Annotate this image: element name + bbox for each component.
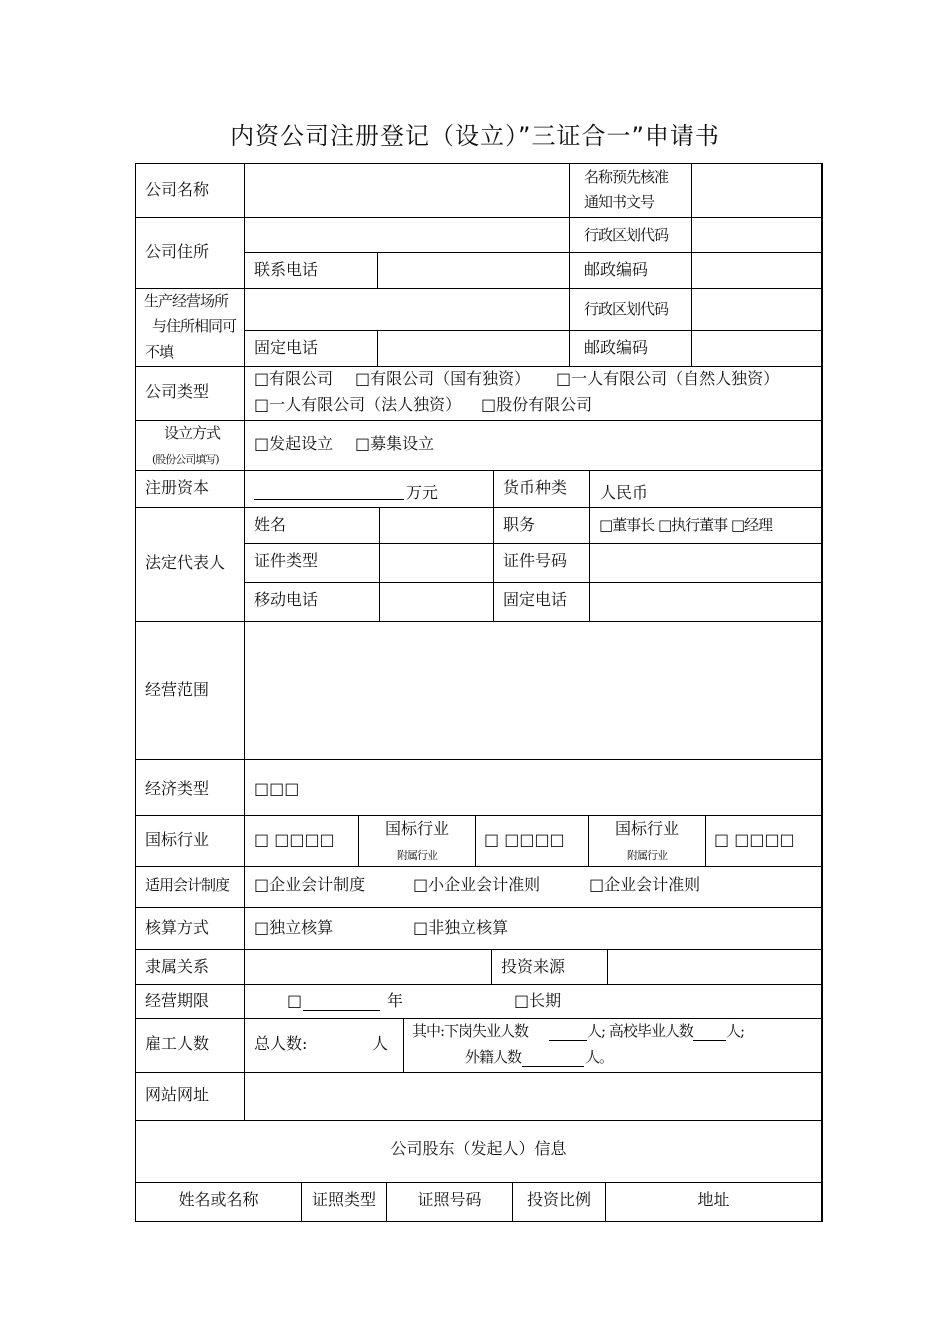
employees-foreign-label: 外籍人数 <box>465 1048 522 1066</box>
foreign-input-line[interactable] <box>522 1066 584 1067</box>
term-year-unit: 年 <box>387 991 404 1010</box>
econ-type-boxes[interactable]: □□□ <box>254 779 300 798</box>
site-label-2: 与住所相同可 <box>152 317 237 335</box>
term-label: 经营期限 <box>145 991 210 1010</box>
site-label-3: 不填 <box>145 343 174 361</box>
term-long-term-option[interactable]: □长期 <box>514 991 562 1010</box>
shareholders-col-investment-ratio: 投资比例 <box>526 1190 591 1209</box>
address-postal-label: 邮政编码 <box>584 260 649 279</box>
shareholders-col-name: 姓名或名称 <box>178 1190 259 1209</box>
accounting-method-label: 核算方式 <box>145 918 210 937</box>
employees-label: 雇工人数 <box>145 1034 210 1053</box>
investment-source-label: 投资来源 <box>501 957 566 976</box>
type-option-natural-person[interactable]: □一人有限公司（自然人独资） <box>556 369 780 388</box>
shareholders-col-license-number: 证照号码 <box>417 1190 482 1209</box>
industry-label: 国标行业 <box>145 830 210 849</box>
currency-label: 货币种类 <box>503 478 568 497</box>
industry-sub-note-2: 附属行业 <box>627 849 667 862</box>
name-notice-label-2: 通知书文号 <box>584 193 655 211</box>
legal-rep-fixed-phone-label: 固定电话 <box>503 590 568 609</box>
type-option-legal-person[interactable]: □一人有限公司（法人独资） <box>254 395 462 414</box>
legal-rep-mobile-label: 移动电话 <box>254 590 319 609</box>
name-notice-label: 名称预先核准 <box>584 168 669 186</box>
legal-rep-position-label: 职务 <box>503 515 536 534</box>
graduates-input-line[interactable] <box>693 1040 726 1041</box>
capital-unit: 万元 <box>406 483 439 502</box>
establish-option-promotion[interactable]: □发起设立 <box>254 434 334 453</box>
site-postal-label: 邮政编码 <box>584 338 649 357</box>
industry-boxes-2[interactable]: □ □□□□ <box>484 830 565 849</box>
shareholders-col-address: 地址 <box>697 1190 730 1209</box>
accounting-option-2[interactable]: □小企业会计准则 <box>413 875 541 894</box>
capital-input-line[interactable] <box>254 499 404 500</box>
currency-value: 人民币 <box>600 483 649 502</box>
company-address-label: 公司住所 <box>145 242 210 261</box>
employees-graduates-label: 人; 高校毕业人数 <box>587 1022 693 1040</box>
industry-boxes-1[interactable]: □ □□□□ <box>254 830 335 849</box>
employees-graduates-unit: 人; <box>726 1022 745 1040</box>
employees-total-label: 总人数: <box>254 1034 308 1053</box>
legal-rep-label: 法定代表人 <box>145 553 226 572</box>
employees-foreign-unit: 人。 <box>585 1048 614 1066</box>
shareholders-heading: 公司股东（发起人）信息 <box>390 1139 567 1158</box>
accounting-label: 适用会计制度 <box>145 876 230 894</box>
legal-rep-id-number-label: 证件号码 <box>503 551 568 570</box>
industry-boxes-3[interactable]: □ □□□□ <box>714 830 795 849</box>
employees-total-unit: 人 <box>372 1034 389 1053</box>
industry-sub-label-1: 国标行业 <box>384 819 449 838</box>
type-option-joint-stock[interactable]: □股份有限公司 <box>481 395 593 414</box>
shareholders-col-license-type: 证照类型 <box>311 1190 376 1209</box>
affiliation-label: 隶属关系 <box>145 957 210 976</box>
method-option-non-independent[interactable]: □非独立核算 <box>413 918 509 937</box>
business-scope-label: 经营范围 <box>145 680 210 699</box>
capital-label: 注册资本 <box>145 478 210 497</box>
company-type-label: 公司类型 <box>145 382 210 401</box>
registration-form <box>135 163 823 1222</box>
page-title: 内资公司注册登记（设立）”三证合一”申请书 <box>230 122 720 150</box>
econ-type-label: 经济类型 <box>145 779 210 798</box>
term-year-box[interactable]: □ <box>287 991 303 1010</box>
method-option-independent[interactable]: □独立核算 <box>254 918 334 937</box>
employees-laid-off-label: 其中:下岗失业人数 <box>412 1022 529 1040</box>
accounting-option-3[interactable]: □企业会计准则 <box>589 875 701 894</box>
legal-rep-id-type-label: 证件类型 <box>254 551 319 570</box>
accounting-option-1[interactable]: □企业会计制度 <box>254 875 366 894</box>
site-label-1: 生产经营场所 <box>144 292 229 310</box>
laid-off-input-line[interactable] <box>549 1040 587 1041</box>
address-phone-label: 联系电话 <box>254 260 319 279</box>
industry-sub-label-2: 国标行业 <box>614 819 679 838</box>
establish-label: 设立方式 <box>164 424 221 442</box>
site-phone-label: 固定电话 <box>254 338 319 357</box>
address-region-code-label: 行政区划代码 <box>584 226 669 244</box>
type-option-state-owned[interactable]: □有限公司（国有独资） <box>355 369 531 388</box>
site-region-code-label: 行政区划代码 <box>584 300 669 318</box>
industry-sub-note-1: 附属行业 <box>397 849 437 862</box>
establish-option-offering[interactable]: □募集设立 <box>355 434 435 453</box>
term-year-input-line[interactable] <box>303 1010 380 1011</box>
establish-note: (股份公司填写) <box>152 453 219 466</box>
website-label: 网站网址 <box>145 1085 210 1104</box>
legal-rep-position-options[interactable]: □董事长 □执行董事 □经理 <box>599 516 773 534</box>
legal-rep-name-label: 姓名 <box>254 515 287 534</box>
company-name-label: 公司名称 <box>145 180 210 199</box>
type-option-llc[interactable]: □有限公司 <box>254 369 334 388</box>
